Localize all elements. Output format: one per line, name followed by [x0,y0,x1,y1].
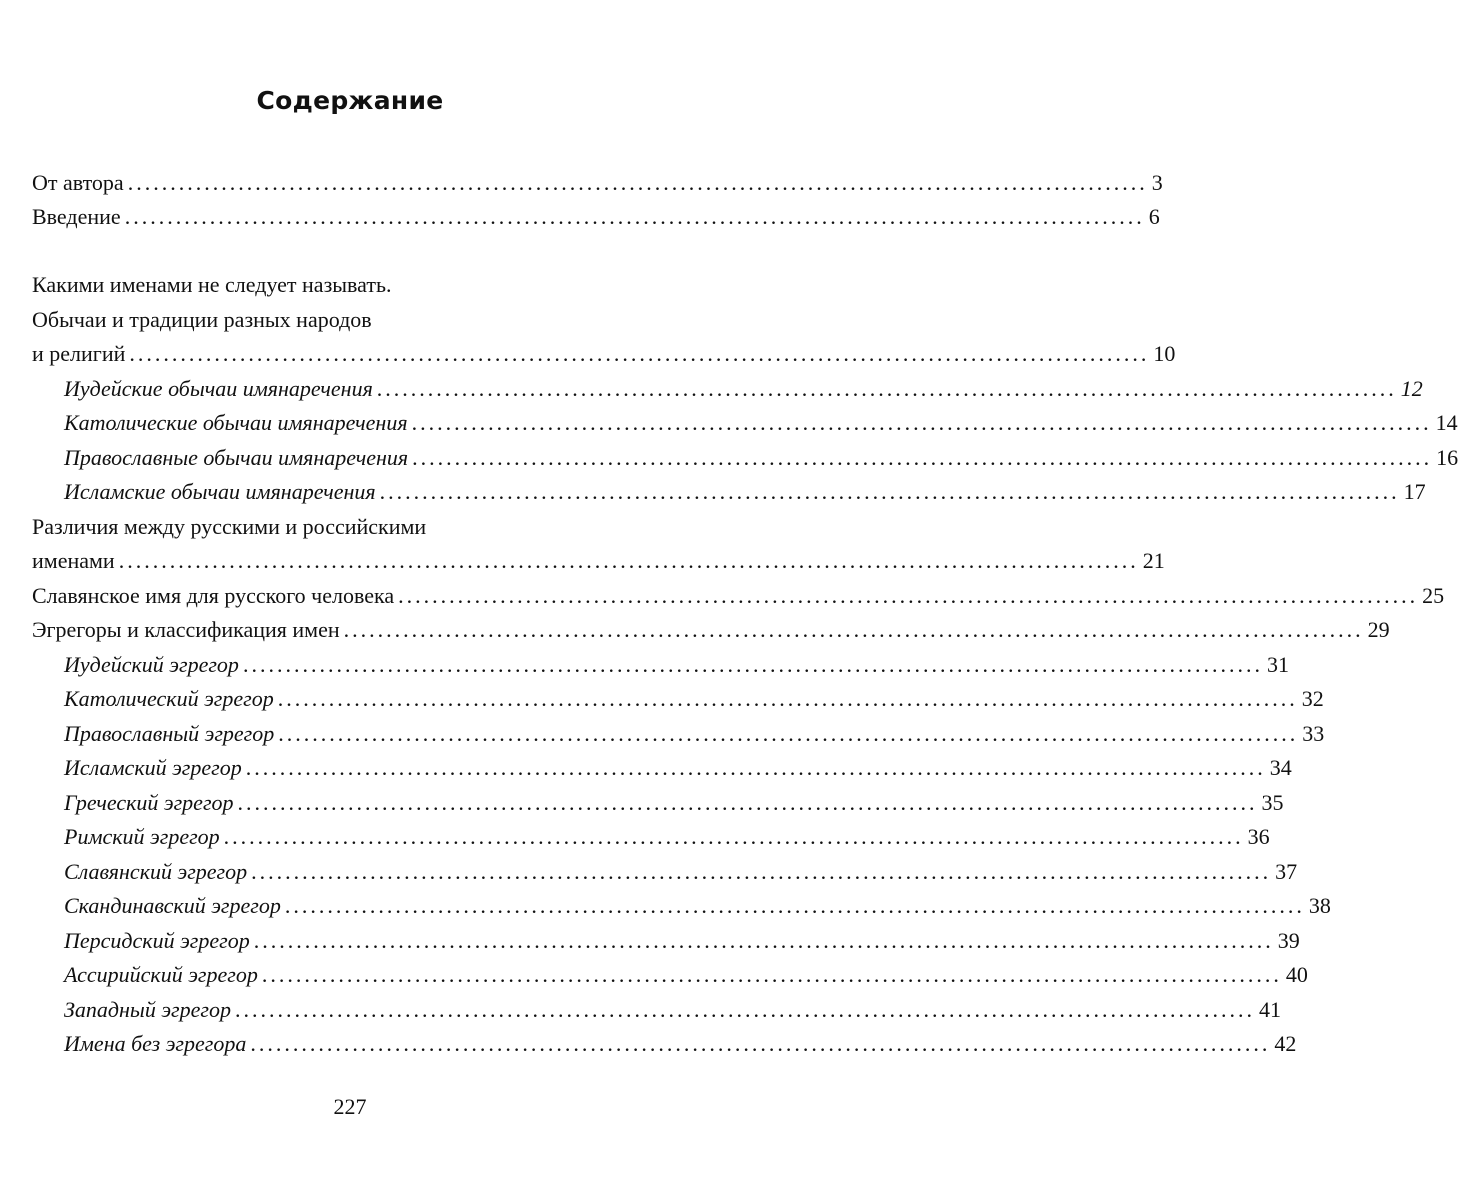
toc-entry-page: 21 [1142,548,1165,573]
toc-entry-title: Обычаи и традиции разных народов [32,307,372,332]
toc-entry [32,166,1163,200]
dot-leader: ........................................................................................................................ [379,479,1400,504]
toc-entry-title: Иудейский эгрегор [64,652,239,677]
toc-entry [64,820,1270,854]
toc-entry-title: Скандинавский эгрегор [64,893,281,918]
dot-leader: ........................................................................................................................ [343,617,1364,642]
toc-entry-title: Персидский эгрегор [64,928,250,953]
dot-leader: ........................................................................................................................ [237,790,1258,815]
toc-entry [64,1027,1297,1061]
page-title: Содержание [256,86,444,115]
toc-entry-title: именами [32,548,115,573]
toc-entry-title: Западный эгрегор [64,997,231,1022]
toc-entry-title: Греческий эгрегор [64,790,234,815]
toc-entry [64,993,1281,1027]
dot-leader: ........................................................................................................................ [118,548,1139,573]
toc-entry [64,855,1298,889]
toc-entry-title: Католические обычаи имянаречения [64,410,408,435]
toc-entry-title: Различия между русскими и российскими [32,514,427,539]
dot-leader: ........................................................................................................................ [129,341,1150,366]
toc-entry-page: 31 [1266,652,1289,677]
toc-entry-title: Римский эгрегор [64,824,220,849]
dot-leader: ........................................................................................................................ [251,859,1272,884]
toc-entry-title: Исламский эгрегор [64,755,242,780]
toc-entry-title: Введение [32,204,121,229]
dot-leader: ........................................................................................................................ [398,583,1419,608]
toc-entry-title: Славянское имя для русского человека [32,583,395,608]
toc-entry-title: и религий [32,341,126,366]
dot-leader: ........................................................................................................................ [124,204,1145,229]
toc-entry-title: Ассирийский эгрегор [64,962,258,987]
toc-entry-title: От автора [32,170,124,195]
toc-entry [32,544,1165,578]
toc-entry [64,475,1426,509]
toc-entry [32,579,1445,613]
dot-leader: ........................................................................................................................ [277,686,1298,711]
dot-leader: ........................................................................................................................ [127,170,1148,195]
toc-entry-page: 39 [1277,928,1300,953]
toc-entry [32,510,582,544]
toc-entry [64,648,1289,682]
toc-entry [64,958,1308,992]
toc-entry [64,924,1300,958]
toc-entry-page: 3 [1151,170,1163,195]
toc-entry [64,751,1292,785]
dot-leader: ........................................................................................................................ [376,376,1397,401]
toc-entry [64,786,1284,820]
toc-entry [32,613,1390,647]
toc-entry-page: 25 [1422,583,1445,608]
toc-entry-page: 32 [1301,686,1324,711]
toc-entry-page: 33 [1302,721,1325,746]
dot-leader: ........................................................................................................................ [278,721,1299,746]
toc-entry [64,406,1458,440]
toc-entry-page: 29 [1367,617,1390,642]
toc-entry-page: 6 [1148,204,1160,229]
toc-entry-page: 16 [1436,445,1458,470]
toc-entry-page: 10 [1153,341,1176,366]
dot-leader: ........................................................................................................................ [253,928,1274,953]
dot-leader: ........................................................................................................................ [245,755,1266,780]
dot-leader: ........................................................................................................................ [261,962,1282,987]
toc-entry [32,268,582,302]
toc-entry [32,200,1160,234]
toc-entry-page: 41 [1258,997,1281,1022]
page-number: 227 [333,1094,367,1119]
toc-entry-title: Какими именами не следует называть. [32,272,392,297]
toc-entry-page: 37 [1275,859,1298,884]
toc-entry [64,372,1423,406]
toc-entry-page: 17 [1403,479,1426,504]
toc-entry-title: Эгрегоры и классификация имен [32,617,340,642]
toc-entry-title: Имена без эгрегора [64,1031,247,1056]
toc-entry-title: Славянский эгрегор [64,859,248,884]
toc-entry-title: Католический эгрегор [64,686,274,711]
dot-leader: ........................................................................................................................ [250,1031,1271,1056]
toc-entry-page: 42 [1274,1031,1297,1056]
toc-entry [64,717,1325,751]
toc-entry-page: 38 [1308,893,1331,918]
toc-entry-page: 12 [1400,376,1423,401]
toc-entry-title: Иудейские обычаи имянаречения [64,376,373,401]
toc-entry-page: 36 [1247,824,1270,849]
toc-entry-title: Православные обычаи имянаречения [64,445,409,470]
toc-entry-page: 14 [1435,410,1458,435]
dot-leader: ........................................................................................................................ [234,997,1255,1022]
toc-entry-page: 35 [1261,790,1284,815]
toc-entry-title: Исламские обычаи имянаречения [64,479,376,504]
dot-leader: ........................................................................................................................ [412,445,1433,470]
dot-leader: ........................................................................................................................ [411,410,1432,435]
toc-entry-page: 40 [1285,962,1308,987]
toc-entry [32,303,582,337]
dot-leader: ........................................................................................................................ [284,893,1305,918]
toc-entry-title: Православный эгрегор [64,721,275,746]
dot-leader: ........................................................................................................................ [223,824,1244,849]
toc-entry-page: 34 [1269,755,1292,780]
toc-entry [64,441,1458,475]
toc-entry [64,889,1331,923]
toc-entry [32,337,1176,371]
toc-entry [64,682,1324,716]
dot-leader: ........................................................................................................................ [242,652,1263,677]
